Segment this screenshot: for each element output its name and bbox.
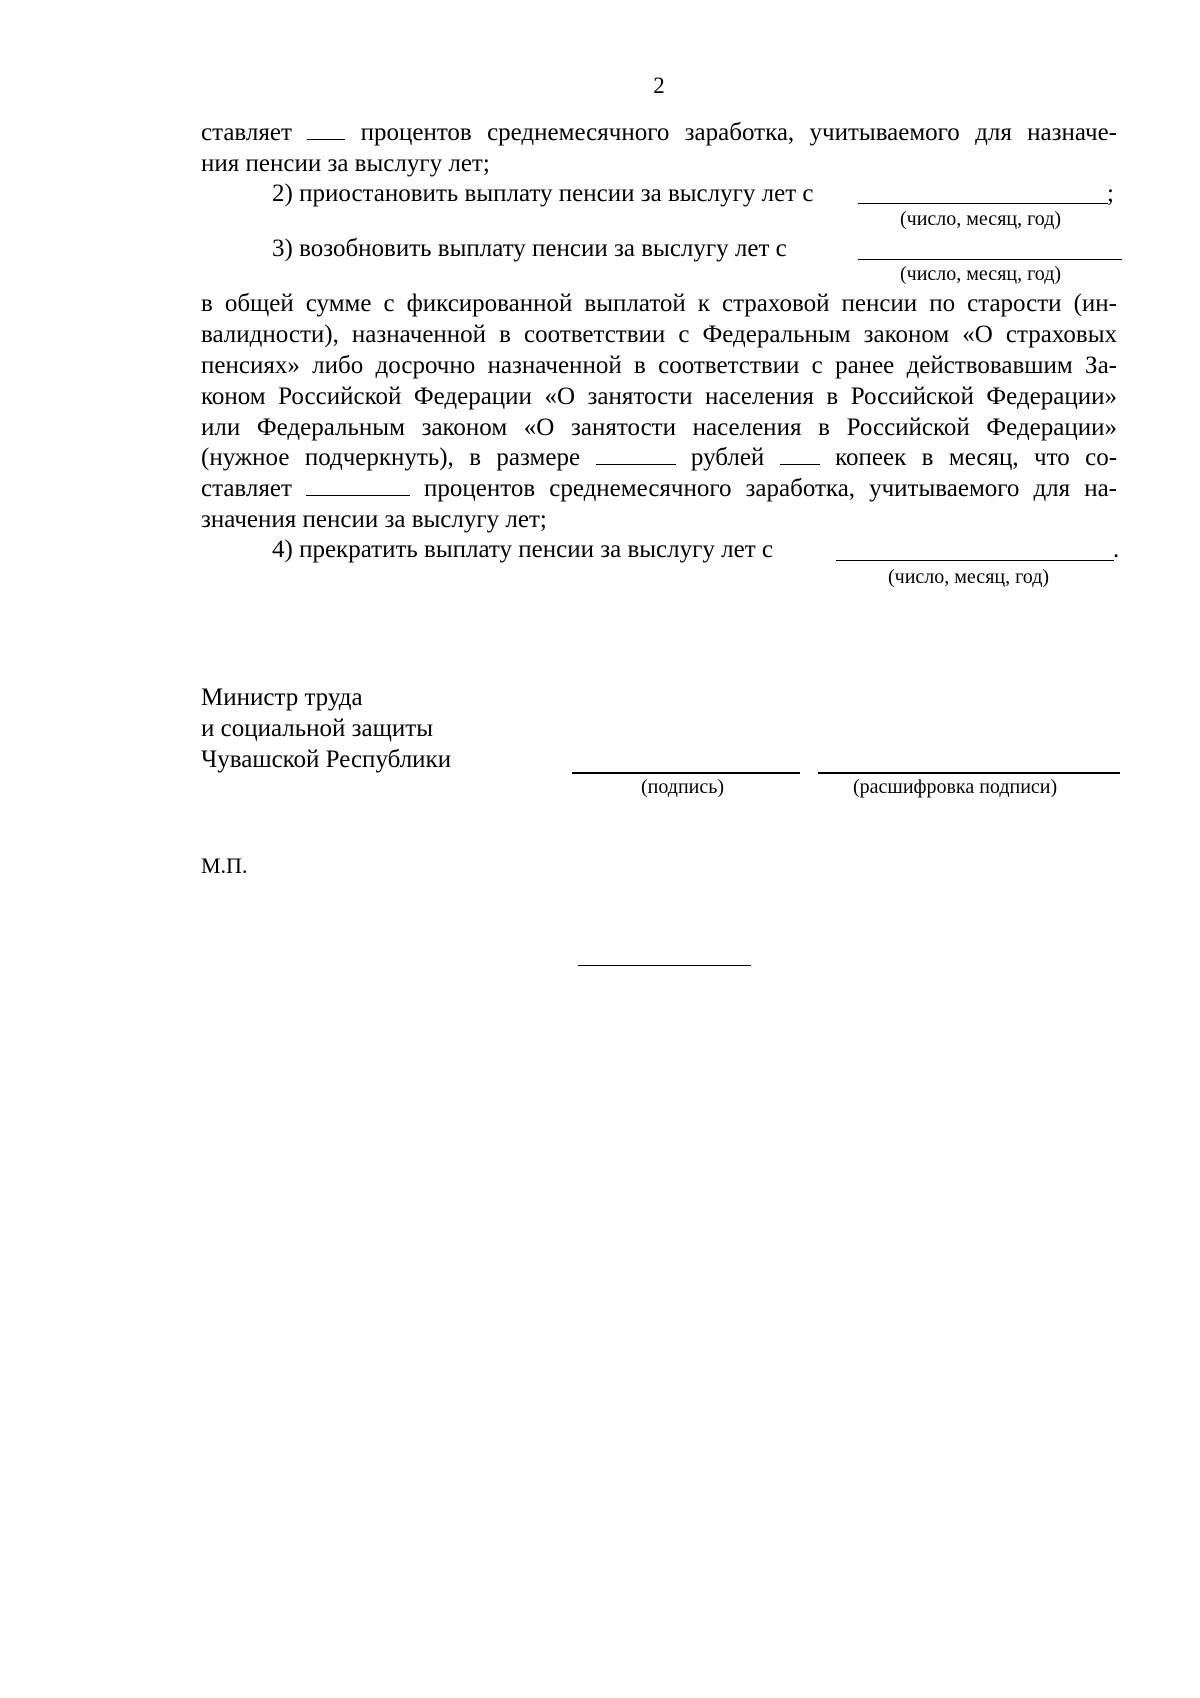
paragraph-1-line-2: ния пенсии за выслугу лет; <box>201 150 490 177</box>
signer-title-line-3: Чувашской Республики <box>201 746 452 773</box>
signature-line[interactable] <box>572 772 800 774</box>
signature-decode-line[interactable] <box>818 772 1120 774</box>
item-4-text: 4) прекратить выплату пенсии за выслугу лет с <box>272 536 773 563</box>
stamp-label: М.П. <box>201 853 248 878</box>
end-of-document-rule <box>578 965 751 966</box>
paragraph-2-line-7 <box>201 473 1117 504</box>
paragraph-2-line-6 <box>201 442 1117 473</box>
item-3-date-hint: (число, месяц, год) <box>900 263 1062 285</box>
item-2-date-hint: (число, месяц, год) <box>900 208 1062 230</box>
item-4-date-blank[interactable] <box>836 560 1114 561</box>
paragraph-2-line-1: в общей сумме с фиксированной выплатой к страховой пенсии по старости (ин- <box>201 290 1117 317</box>
item-3-date-blank[interactable] <box>858 259 1122 260</box>
page-number: 2 <box>653 73 665 98</box>
text-fragment: процентов среднемесячного заработка, учитываемого для на- <box>424 475 1118 502</box>
text-fragment: рублей <box>690 444 765 471</box>
percent-blank-2[interactable] <box>306 473 410 496</box>
text-fragment: процентов среднемесячного заработка, учитываемого для назначе- <box>360 119 1118 146</box>
rubles-blank[interactable] <box>596 442 676 465</box>
paragraph-2-line-2: валидности), назначенной в соответствии с Федеральным законом «О страховых <box>201 321 1117 348</box>
paragraph-2-line-3: пенсиях» либо досрочно назначенной в соответствии с ранее действовавшим За- <box>201 352 1117 379</box>
paragraph-2-line-4: коном Российской Федерации «О занятости населения в Российской Федерации» <box>201 383 1117 410</box>
paragraph-1-line-1 <box>201 117 1117 148</box>
item-4-period: . <box>1113 536 1120 563</box>
text-fragment: (нужное подчеркнуть), в размере <box>201 444 581 471</box>
item-2-text: 2) приостановить выплату пенсии за выслугу лет с <box>272 180 814 207</box>
kopecks-blank[interactable] <box>780 442 820 465</box>
signer-title-line-2: и социальной защиты <box>201 715 434 742</box>
item-4-date-hint: (число, месяц, год) <box>888 566 1050 588</box>
paragraph-2-line-5: или Федеральным законом «О занятости населения в Российской Федерации» <box>201 414 1117 441</box>
item-2-date-blank[interactable] <box>858 203 1108 204</box>
signer-title-line-1: Министр труда <box>201 684 363 711</box>
percent-blank[interactable] <box>307 117 345 140</box>
item-2-semicolon: ; <box>1107 180 1114 207</box>
text-fragment: ставляет <box>201 475 292 502</box>
item-3-text: 3) возобновить выплату пенсии за выслугу лет с <box>272 235 787 262</box>
text-fragment: копеек в месяц, что со- <box>835 444 1118 471</box>
text-fragment: ставляет <box>201 119 292 146</box>
signature-decode-hint: (расшифровка подписи) <box>853 776 1058 798</box>
paragraph-2-line-8: значения пенсии за выслугу лет; <box>201 506 547 533</box>
signature-hint: (подпись) <box>641 776 725 798</box>
